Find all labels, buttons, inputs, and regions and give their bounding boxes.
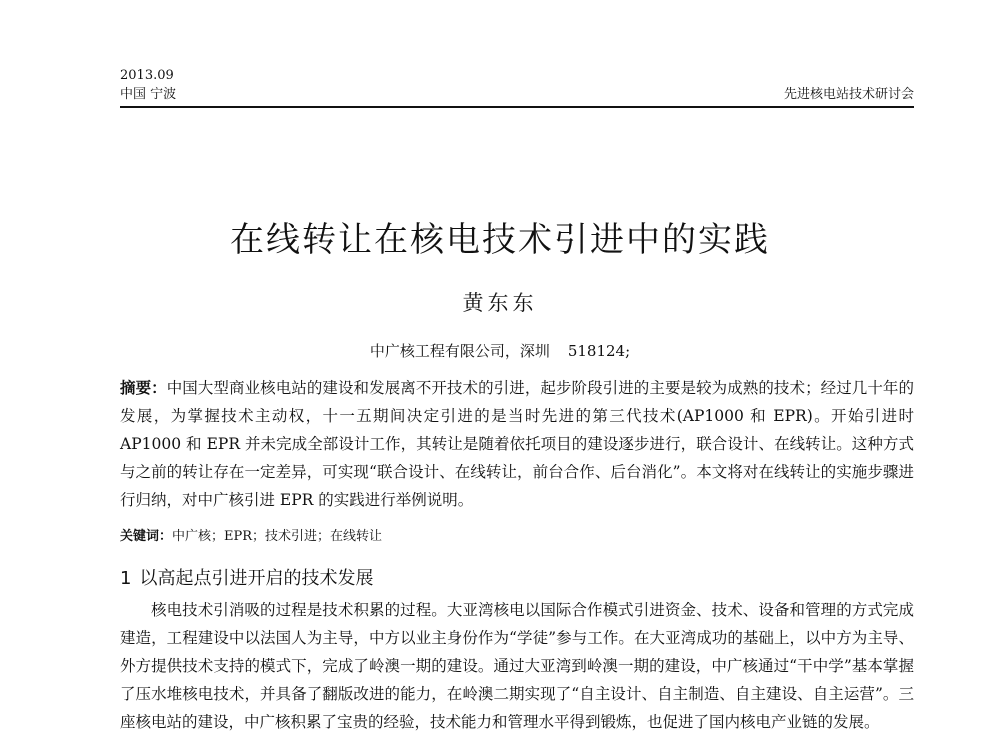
keywords-text: 中广核；EPR；技术引进；在线转让 — [172, 529, 383, 544]
affiliation-org: 中广核工程有限公司，深圳 — [369, 342, 550, 360]
section-title: 以高起点引进开启的技术发展 — [139, 568, 374, 589]
keywords — [120, 528, 914, 546]
section-number: 1 — [120, 568, 132, 589]
section-heading — [120, 566, 914, 592]
header-conference: 先进核电站技术研讨会 — [783, 87, 914, 102]
running-header-left — [120, 66, 176, 104]
abstract — [120, 374, 914, 514]
abstract-text: 中国大型商业核电站的建设和发展离不开技术的引进，起步阶段引进的主要是较为成熟的技术；经过几十年的发展，为掌握技术主动权，十一五期间决定引进的是当时先进的第三代技术(AP1000 和 EPR)。开始引进时 AP1000 和 EPR 并未完成全部设计工作，其转让是随着依托项目的建设逐步进行，联合设计、在线转让。这种方式与之前的转让存在一定差异，可实现“联合设计、在线转让，前台合作、后台消化”。本文将对在线转让的实施步骤进行归纳，对中广核引进 EPR 的实践进行举例说明。 — [120, 379, 914, 509]
header-location: 中国 宁波 — [120, 87, 177, 102]
header-date: 2013.09 — [120, 68, 174, 83]
affiliation — [0, 340, 1000, 362]
header-rule — [120, 106, 914, 108]
abstract-label: 摘要： — [120, 378, 167, 397]
section-paragraph: 核电技术引消吸的过程是技术积累的过程。大亚湾核电以国际合作模式引进资金、技术、设备和管理的方式完成建造，工程建设中以法国人为主导，中方以业主身份作为“学徒”参与工作。在大亚湾成功的基础上，以中方为主导、外方提供技术支持的模式下，完成了岭澳一期的建设。通过大亚湾到岭澳一期的建设，中广核通过“干中学”基本掌握了压水堆核电技术，并具备了翻版改进的能力，在岭澳二期实现了“自主设计、自主制造、自主建设、自主运营”。三座核电站的建设，中广核积累了宝贵的经验，技术能力和管理水平得到锻炼，也促进了国内核电产业链的发展。 — [120, 601, 914, 731]
keywords-label: 关键词： — [120, 529, 173, 544]
affiliation-postcode: 518124; — [567, 342, 631, 360]
paper-title: 在线转让在核电技术引进中的实践 — [230, 220, 770, 260]
author-name: 黄东东 — [462, 291, 538, 315]
